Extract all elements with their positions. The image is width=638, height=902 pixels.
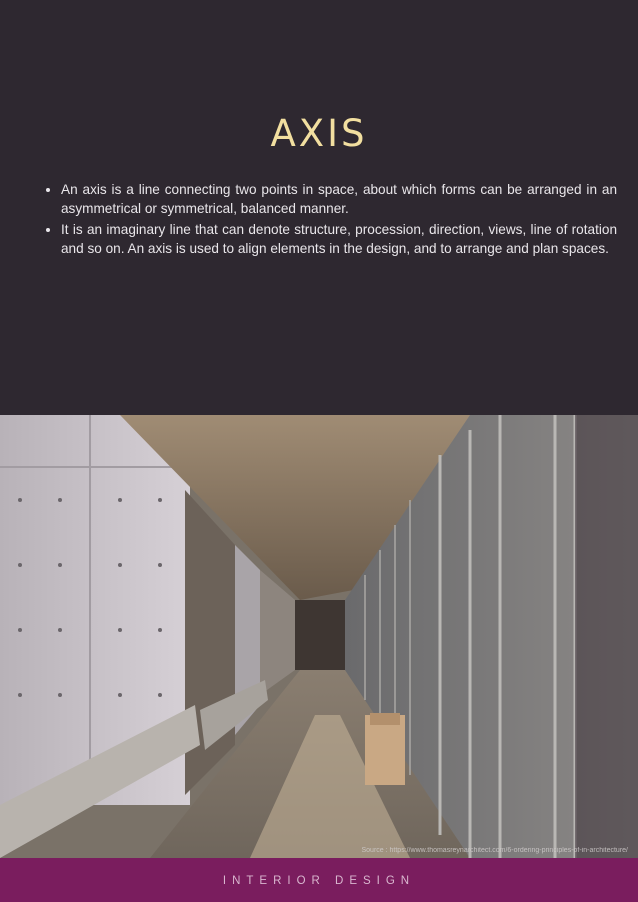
- page-title: AXIS: [270, 112, 368, 155]
- footer-label: INTERIOR DESIGN: [222, 875, 416, 887]
- footer-band: [0, 858, 638, 902]
- text-panel: [0, 0, 638, 415]
- bullet-item: • An axis is a line connecting two points in space, about which forms can be arranged in an asymmetrical or symmetrical, balanced manner.: [61, 180, 617, 218]
- photo-source-caption: Source : https://www.thomasreynarchitect.com/6-ordering-principles-of-in-architecture/: [361, 847, 628, 854]
- bullet-list: [44, 180, 617, 260]
- corridor-photo: [0, 415, 638, 858]
- corridor-illustration: [0, 415, 638, 858]
- bullet-item: • It is an imaginary line that can denote structure, procession, direction, views, line of rotation and so on. An axis is used to align elements in the design, and to arrange and plan spaces.: [61, 220, 617, 258]
